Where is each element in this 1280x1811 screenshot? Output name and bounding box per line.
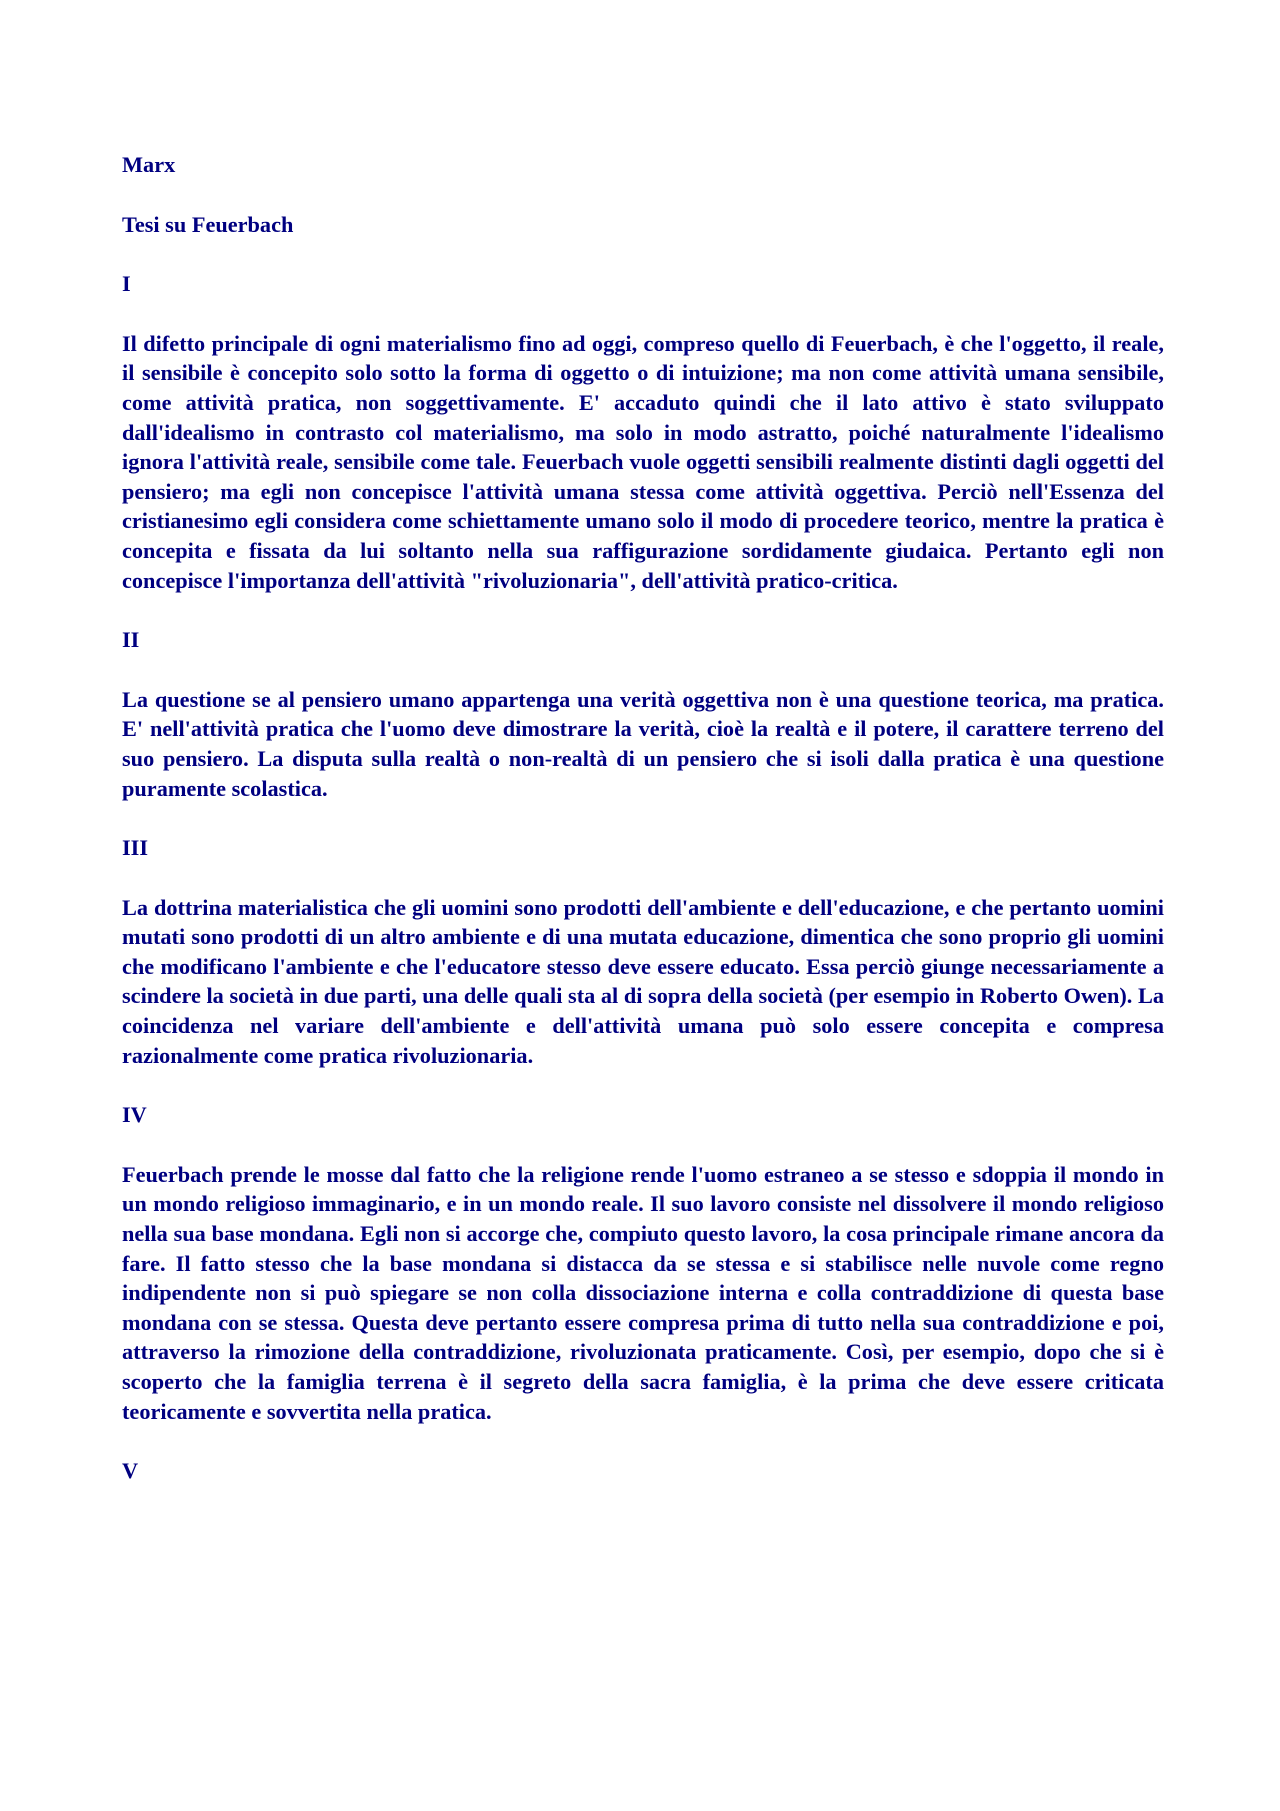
thesis-section: [122, 1100, 1164, 1426]
thesis-text: La questione se al pensiero umano appartenga una verità oggettiva non è una questione teorica, ma pratica. E' nell'attività pratica che l'uomo deve dimostrare la verità, cioè la realtà e il potere, il carattere terreno del suo pensiero. La disputa sulla realtà o non-realtà di un pensiero che si isoli dalla pratica è una questione puramente scolastica.: [122, 686, 1164, 801]
author-heading: Marx: [122, 152, 176, 177]
thesis-number: II: [122, 627, 140, 653]
thesis-text: La dottrina materialistica che gli uomini sono prodotti dell'ambiente e dell'educazione, e che pertanto uomini mutati sono prodotti di un altro ambiente e di una mutata educazione, dimentica che sono proprio gli uomini che modificano l'ambiente e che l'educatore stesso deve essere educato. Essa perciò giunge necessariamente a scindere la società in due parti, una delle quali sta al di sopra della società (per esempio in Roberto Owen). La coincidenza nel variare dell'ambiente e dell'attività umana può solo essere concepita e compresa razionalmente come pratica rivoluzionaria.: [122, 894, 1164, 1068]
thesis-section: [122, 269, 1164, 595]
thesis-section: [122, 625, 1164, 803]
thesis-section: [122, 1456, 1164, 1486]
thesis-text: Feuerbach prende le mosse dal fatto che la religione rende l'uomo estraneo a se stesso e sdoppia il mondo in un mondo religioso immaginario, e in un mondo reale. Il suo lavoro consiste nel dissolvere il mondo religioso nella sua base mondana. Egli non si accorge che, compiuto questo lavoro, la cosa principale rimane ancora da fare. Il fatto stesso che la base mondana si distacca da se stessa e si stabilisce nelle nuvole come regno indipendente non si può spiegare se non colla dissociazione interna e colla contraddizione di questa base mondana con se stessa. Questa deve pertanto essere compresa prima di tutto nella sua contraddizione e poi, attraverso la rimozione della contraddizione, rivoluzionata praticamente. Così, per esempio, dopo che si è scoperto che la famiglia terrena è il segreto della sacra famiglia, è la prima che deve essere criticata teoricamente e sovvertita nella pratica.: [122, 1161, 1164, 1424]
document-page: [122, 150, 1164, 1516]
thesis-text: Il difetto principale di ogni materialismo fino ad oggi, compreso quello di Feuerbach, è che l'oggetto, il reale, il sensibile è concepito solo sotto la forma di oggetto o di intuizione; ma non come attività umana sensibile, come attività pratica, non soggettivamente. E' accaduto quindi che il lato attivo è stato sviluppato dall'idealismo in contrasto col materialismo, ma solo in modo astratto, poiché naturalmente l'idealismo ignora l'attività reale, sensibile come tale. Feuerbach vuole oggetti sensibili realmente distinti dagli oggetti del pensiero; ma egli non concepisce l'attività umana stessa come attività oggettiva. Perciò nell'Essenza del cristianesimo egli considera come schiettamente umano solo il modo di procedere teorico, mentre la pratica è concepita e fissata da lui soltanto nella sua raffigurazione sordidamente giudaica. Pertanto egli non concepisce l'importanza dell'attività "rivoluzionaria", dell'attività pratico-critica.: [122, 330, 1164, 593]
thesis-number: V: [122, 1458, 139, 1484]
thesis-section: [122, 833, 1164, 1070]
document-title: Tesi su Feuerbach: [122, 211, 294, 237]
thesis-number: III: [122, 835, 149, 861]
thesis-number: I: [122, 271, 131, 297]
thesis-number: IV: [122, 1102, 147, 1128]
